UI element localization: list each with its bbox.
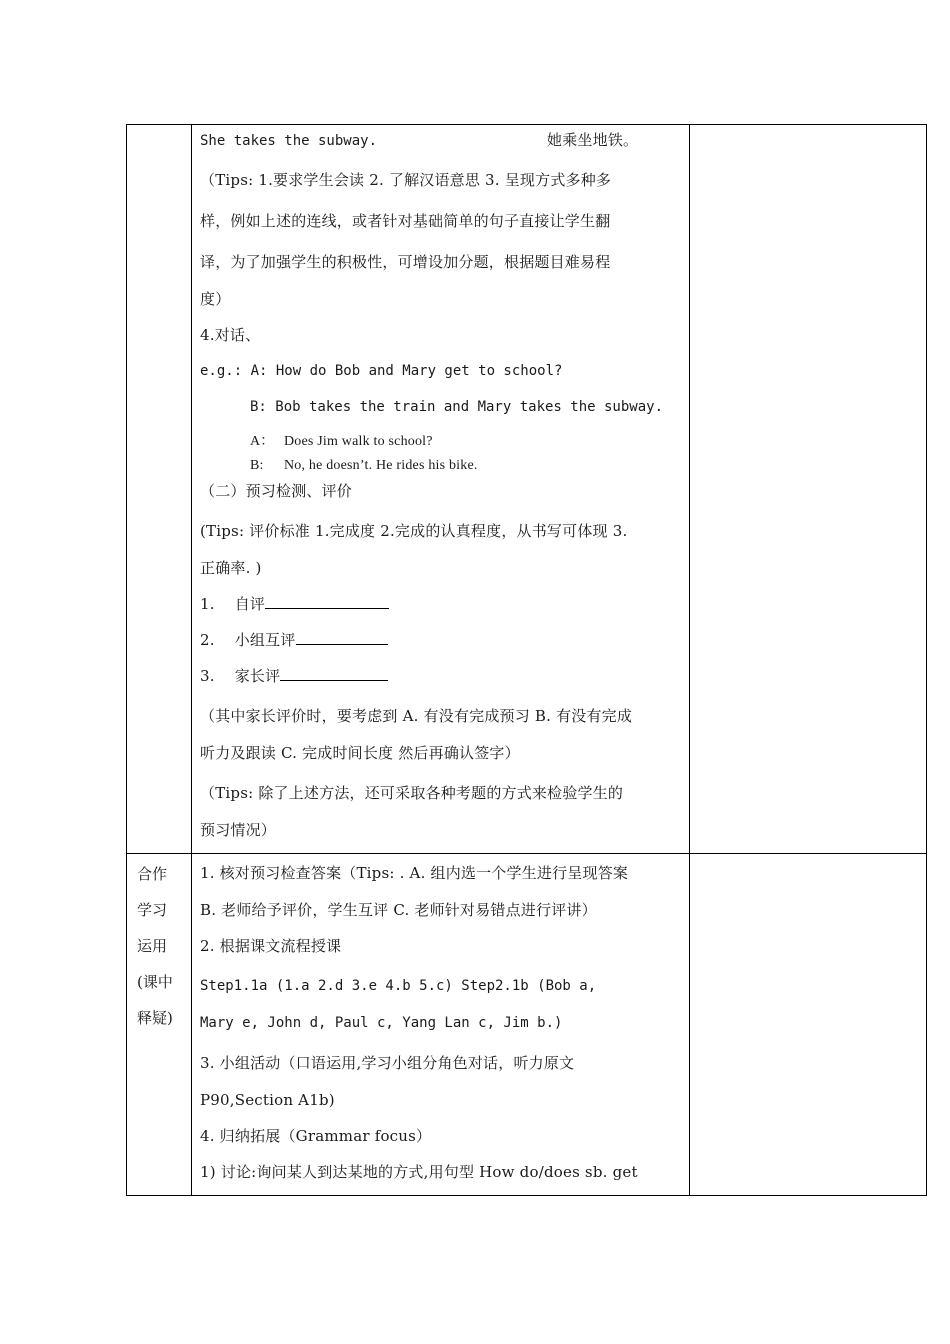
tips-line: 译，为了加强学生的积极性，可增设加分题，根据题目难易程 xyxy=(200,253,611,271)
answer-blank[interactable] xyxy=(280,664,388,681)
example-line: B: Bob takes the train and Mary takes the subway. xyxy=(250,399,664,415)
notes-cell xyxy=(690,125,927,854)
note-line: 预习情况） xyxy=(200,821,277,839)
content-cell xyxy=(192,125,690,854)
answer-blank[interactable] xyxy=(296,628,388,645)
content-line: B. 老师给予评价，学生互评 C. 老师针对易错点进行评讲） xyxy=(200,901,597,919)
note-line: （其中家长评价时，要考虑到 A. 有没有完成预习 B. 有没有完成 xyxy=(200,707,633,725)
content-line: Step1.1a (1.a 2.d 3.e 4.b 5.c) Step2.1b (Bob a, xyxy=(200,978,597,994)
evaluation-item: 3. 家长评 xyxy=(200,663,683,699)
content-line: P90,Section A1b) xyxy=(200,1091,335,1109)
content-line: Mary e, John d, Paul c, Yang Lan c, Jim b.) xyxy=(200,1015,563,1031)
stage-label-cell xyxy=(127,125,192,854)
english-sentence: She takes the subway. xyxy=(200,133,378,149)
content-line: 2. 根据课文流程授课 xyxy=(200,937,342,955)
section-heading: （二）预习检测、评价 xyxy=(200,482,353,500)
dialog-line: B: No, he doesn’t. He rides his bike. xyxy=(250,458,478,473)
content-cell xyxy=(192,854,690,1196)
dialog-heading: 4.对话、 xyxy=(200,326,261,344)
tips-line: （Tips: 1.要求学生会读 2. 了解汉语意思 3. 呈现方式多种多 xyxy=(200,171,612,189)
answer-blank[interactable] xyxy=(265,592,389,609)
stage-label: 合作 学习 运用 (课中 释疑) xyxy=(137,865,173,1027)
table-row xyxy=(127,125,927,854)
lesson-plan-table xyxy=(126,124,927,1196)
tips-line: 度） xyxy=(200,290,231,308)
notes-cell xyxy=(690,854,927,1196)
evaluation-item: 2. 小组互评 xyxy=(200,627,683,663)
content-line: 1. 核对预习检查答案（Tips: . A. 组内选一个学生进行呈现答案 xyxy=(200,864,629,882)
stage-label-cell xyxy=(127,854,192,1196)
note-line: （Tips: 除了上述方法，还可采取各种考题的方式来检验学生的 xyxy=(200,784,624,802)
table-row xyxy=(127,854,927,1196)
content-line: 3. 小组活动（口语运用,学习小组分角色对话，听力原文 xyxy=(200,1054,575,1072)
evaluation-item: 1. 自评 xyxy=(200,591,683,627)
note-line: 听力及跟读 C. 完成时间长度 然后再确认签字） xyxy=(200,744,520,762)
tips-line: 正确率. ) xyxy=(200,559,262,577)
dialog-line: A： Does Jim walk to school? xyxy=(250,434,433,449)
tips-line: (Tips: 评价标准 1.完成度 2.完成的认真程度，从书写可体现 3. xyxy=(200,522,628,540)
sentence-line xyxy=(200,127,683,163)
chinese-translation: 她乘坐地铁。 xyxy=(547,131,639,149)
content-line: 1) 讨论:询问某人到达某地的方式,用句型 How do/does sb. get xyxy=(200,1163,638,1181)
content-line: 4. 归纳拓展（Grammar focus） xyxy=(200,1127,432,1145)
tips-line: 样，例如上述的连线，或者针对基础简单的句子直接让学生翻 xyxy=(200,212,611,230)
example-line: e.g.: A: How do Bob and Mary get to school? xyxy=(200,363,563,379)
